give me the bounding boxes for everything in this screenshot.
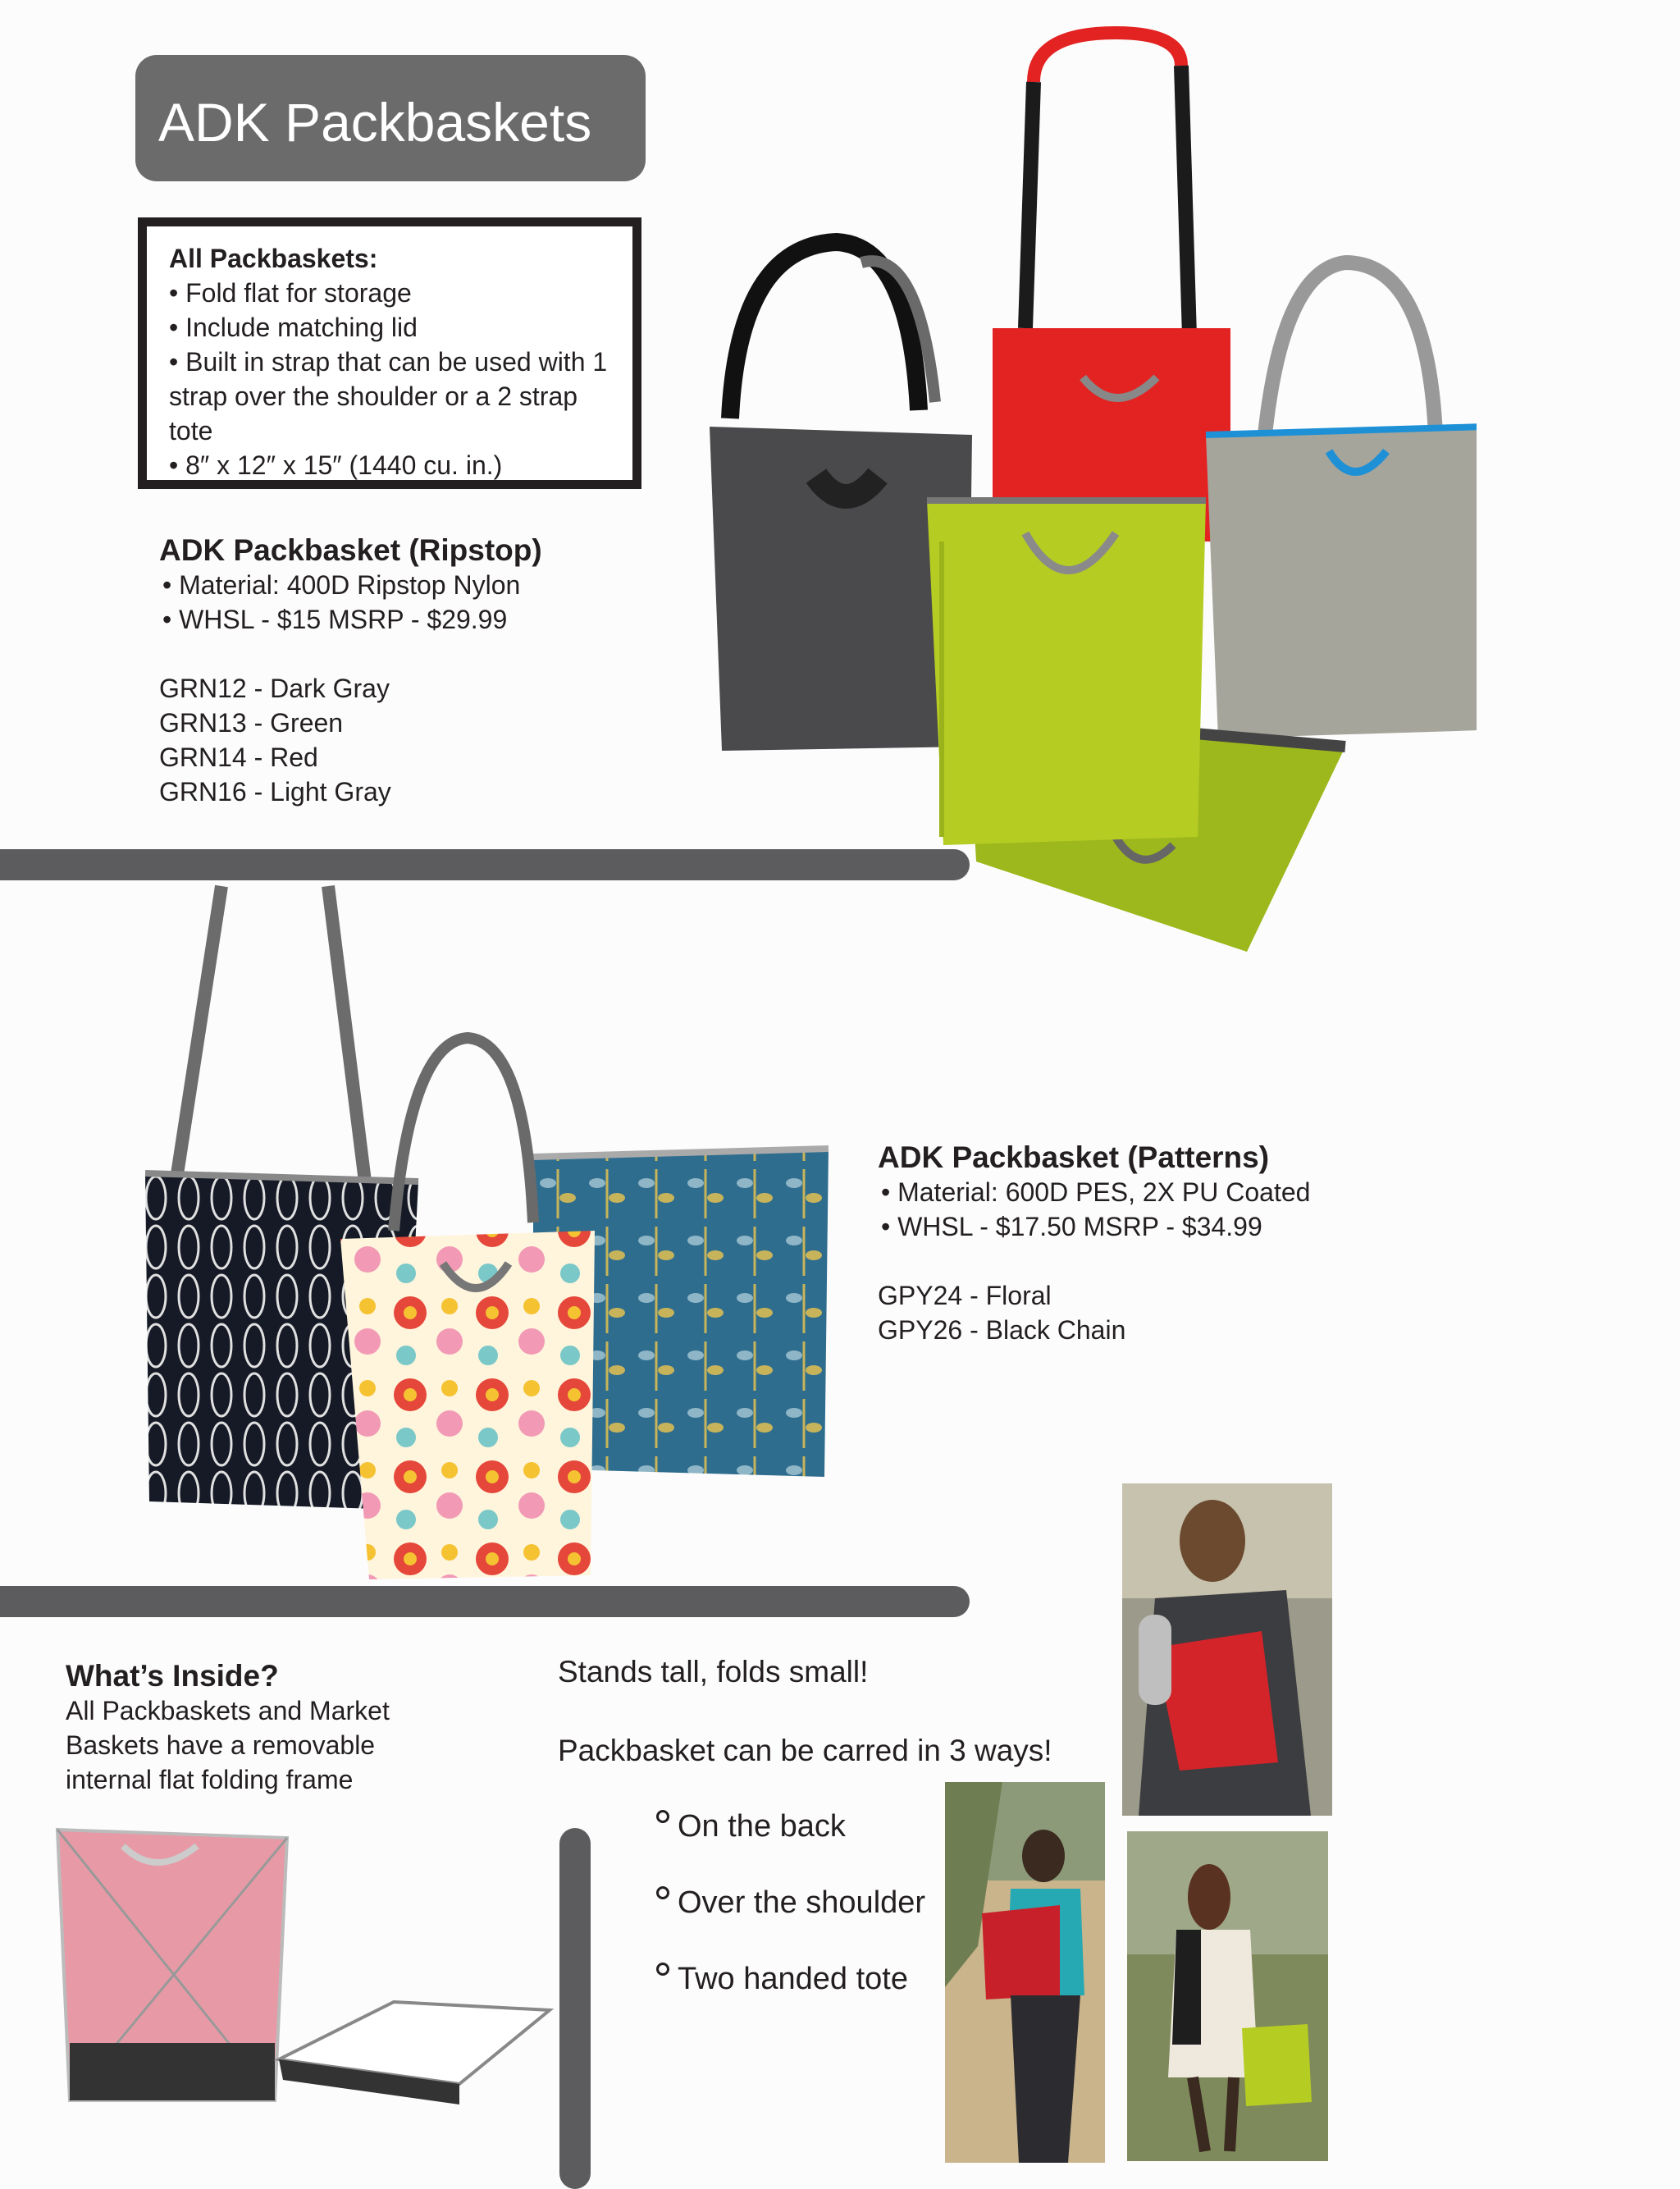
dark-gray-bag: [710, 242, 972, 751]
sku-line: GPY26 - Black Chain: [878, 1315, 1126, 1345]
inside-heading: What’s Inside?: [66, 1659, 279, 1693]
carry-way-item: [656, 1809, 925, 1844]
carry-tagline: Stands tall, folds small!: [558, 1655, 869, 1689]
inside-line: Baskets have a removable: [66, 1730, 376, 1760]
light-gray-bag: [1206, 263, 1477, 738]
feature-item: • Fold flat for storage: [169, 278, 412, 308]
green-bag: [927, 500, 1206, 845]
bullet-icon: [656, 1963, 669, 1976]
carry-way-item: [656, 1885, 925, 1921]
carry-ways-list: [656, 1809, 925, 1997]
bullet-icon: [656, 1810, 669, 1823]
red-bag: [993, 33, 1230, 542]
photo-back-carry: [945, 1782, 1105, 2163]
ripstop-heading: ADK Packbasket (Ripstop): [159, 533, 542, 567]
feature-item: strap over the shoulder or a 2 strap: [169, 382, 578, 411]
ripstop-bags-illustration: [673, 16, 1477, 960]
feature-item: • 8″ x 12″ x 15″ (1440 cu. in.): [169, 450, 503, 480]
bullet-icon: [656, 1886, 669, 1899]
ripstop-material: • Material: 400D Ripstop Nylon: [162, 570, 521, 600]
inside-line: All Packbaskets and Market: [66, 1696, 390, 1725]
section-divider: [0, 1586, 970, 1617]
feature-item: • Built in strap that can be used with 1: [169, 347, 608, 377]
carry-section: [558, 1653, 1052, 1770]
patterns-heading: ADK Packbasket (Patterns): [878, 1140, 1270, 1174]
page-title: ADK Packbaskets: [158, 92, 592, 153]
flat-frame: [279, 2002, 550, 2104]
ripstop-section: [159, 533, 542, 809]
inside-line: internal flat folding frame: [66, 1765, 354, 1794]
feature-item: tote: [169, 416, 213, 446]
features-box: [138, 217, 641, 489]
carry-way-label: Over the shoulder: [678, 1885, 926, 1920]
sku-line: GPY24 - Floral: [878, 1281, 1052, 1310]
floral-bag: [340, 1038, 595, 1579]
title-banner: [135, 55, 646, 181]
photo-shoulder-carry: [1122, 1483, 1332, 1816]
carry-ways-heading: Packbasket can be carred in 3 ways!: [558, 1734, 1052, 1767]
sku-line: GRN16 - Light Gray: [159, 777, 391, 807]
sku-line: GRN14 - Red: [159, 743, 318, 772]
sku-line: GRN12 - Dark Gray: [159, 674, 390, 703]
frame-basket: [57, 1830, 287, 2100]
features-heading: All Packbaskets:: [169, 244, 378, 273]
patterns-material: • Material: 600D PES, 2X PU Coated: [881, 1177, 1311, 1207]
pattern-bags-illustration: [139, 878, 837, 1583]
section-divider: [0, 849, 970, 880]
sku-line: GRN13 - Green: [159, 708, 344, 738]
patterns-price: • WHSL - $17.50 MSRP - $34.99: [881, 1212, 1262, 1241]
carry-way-label: On the back: [678, 1809, 846, 1844]
feature-item: • Include matching lid: [169, 313, 418, 342]
vertical-divider: [559, 1828, 591, 2189]
carry-way-item: [656, 1962, 925, 1997]
photo-tote-carry: [1127, 1831, 1328, 2161]
inside-section: [66, 1659, 390, 1797]
carry-way-label: Two handed tote: [678, 1962, 908, 1996]
ripstop-price: • WHSL - $15 MSRP - $29.99: [162, 605, 508, 634]
folding-frame-illustration: [49, 1821, 558, 2117]
patterns-section: [878, 1140, 1310, 1347]
